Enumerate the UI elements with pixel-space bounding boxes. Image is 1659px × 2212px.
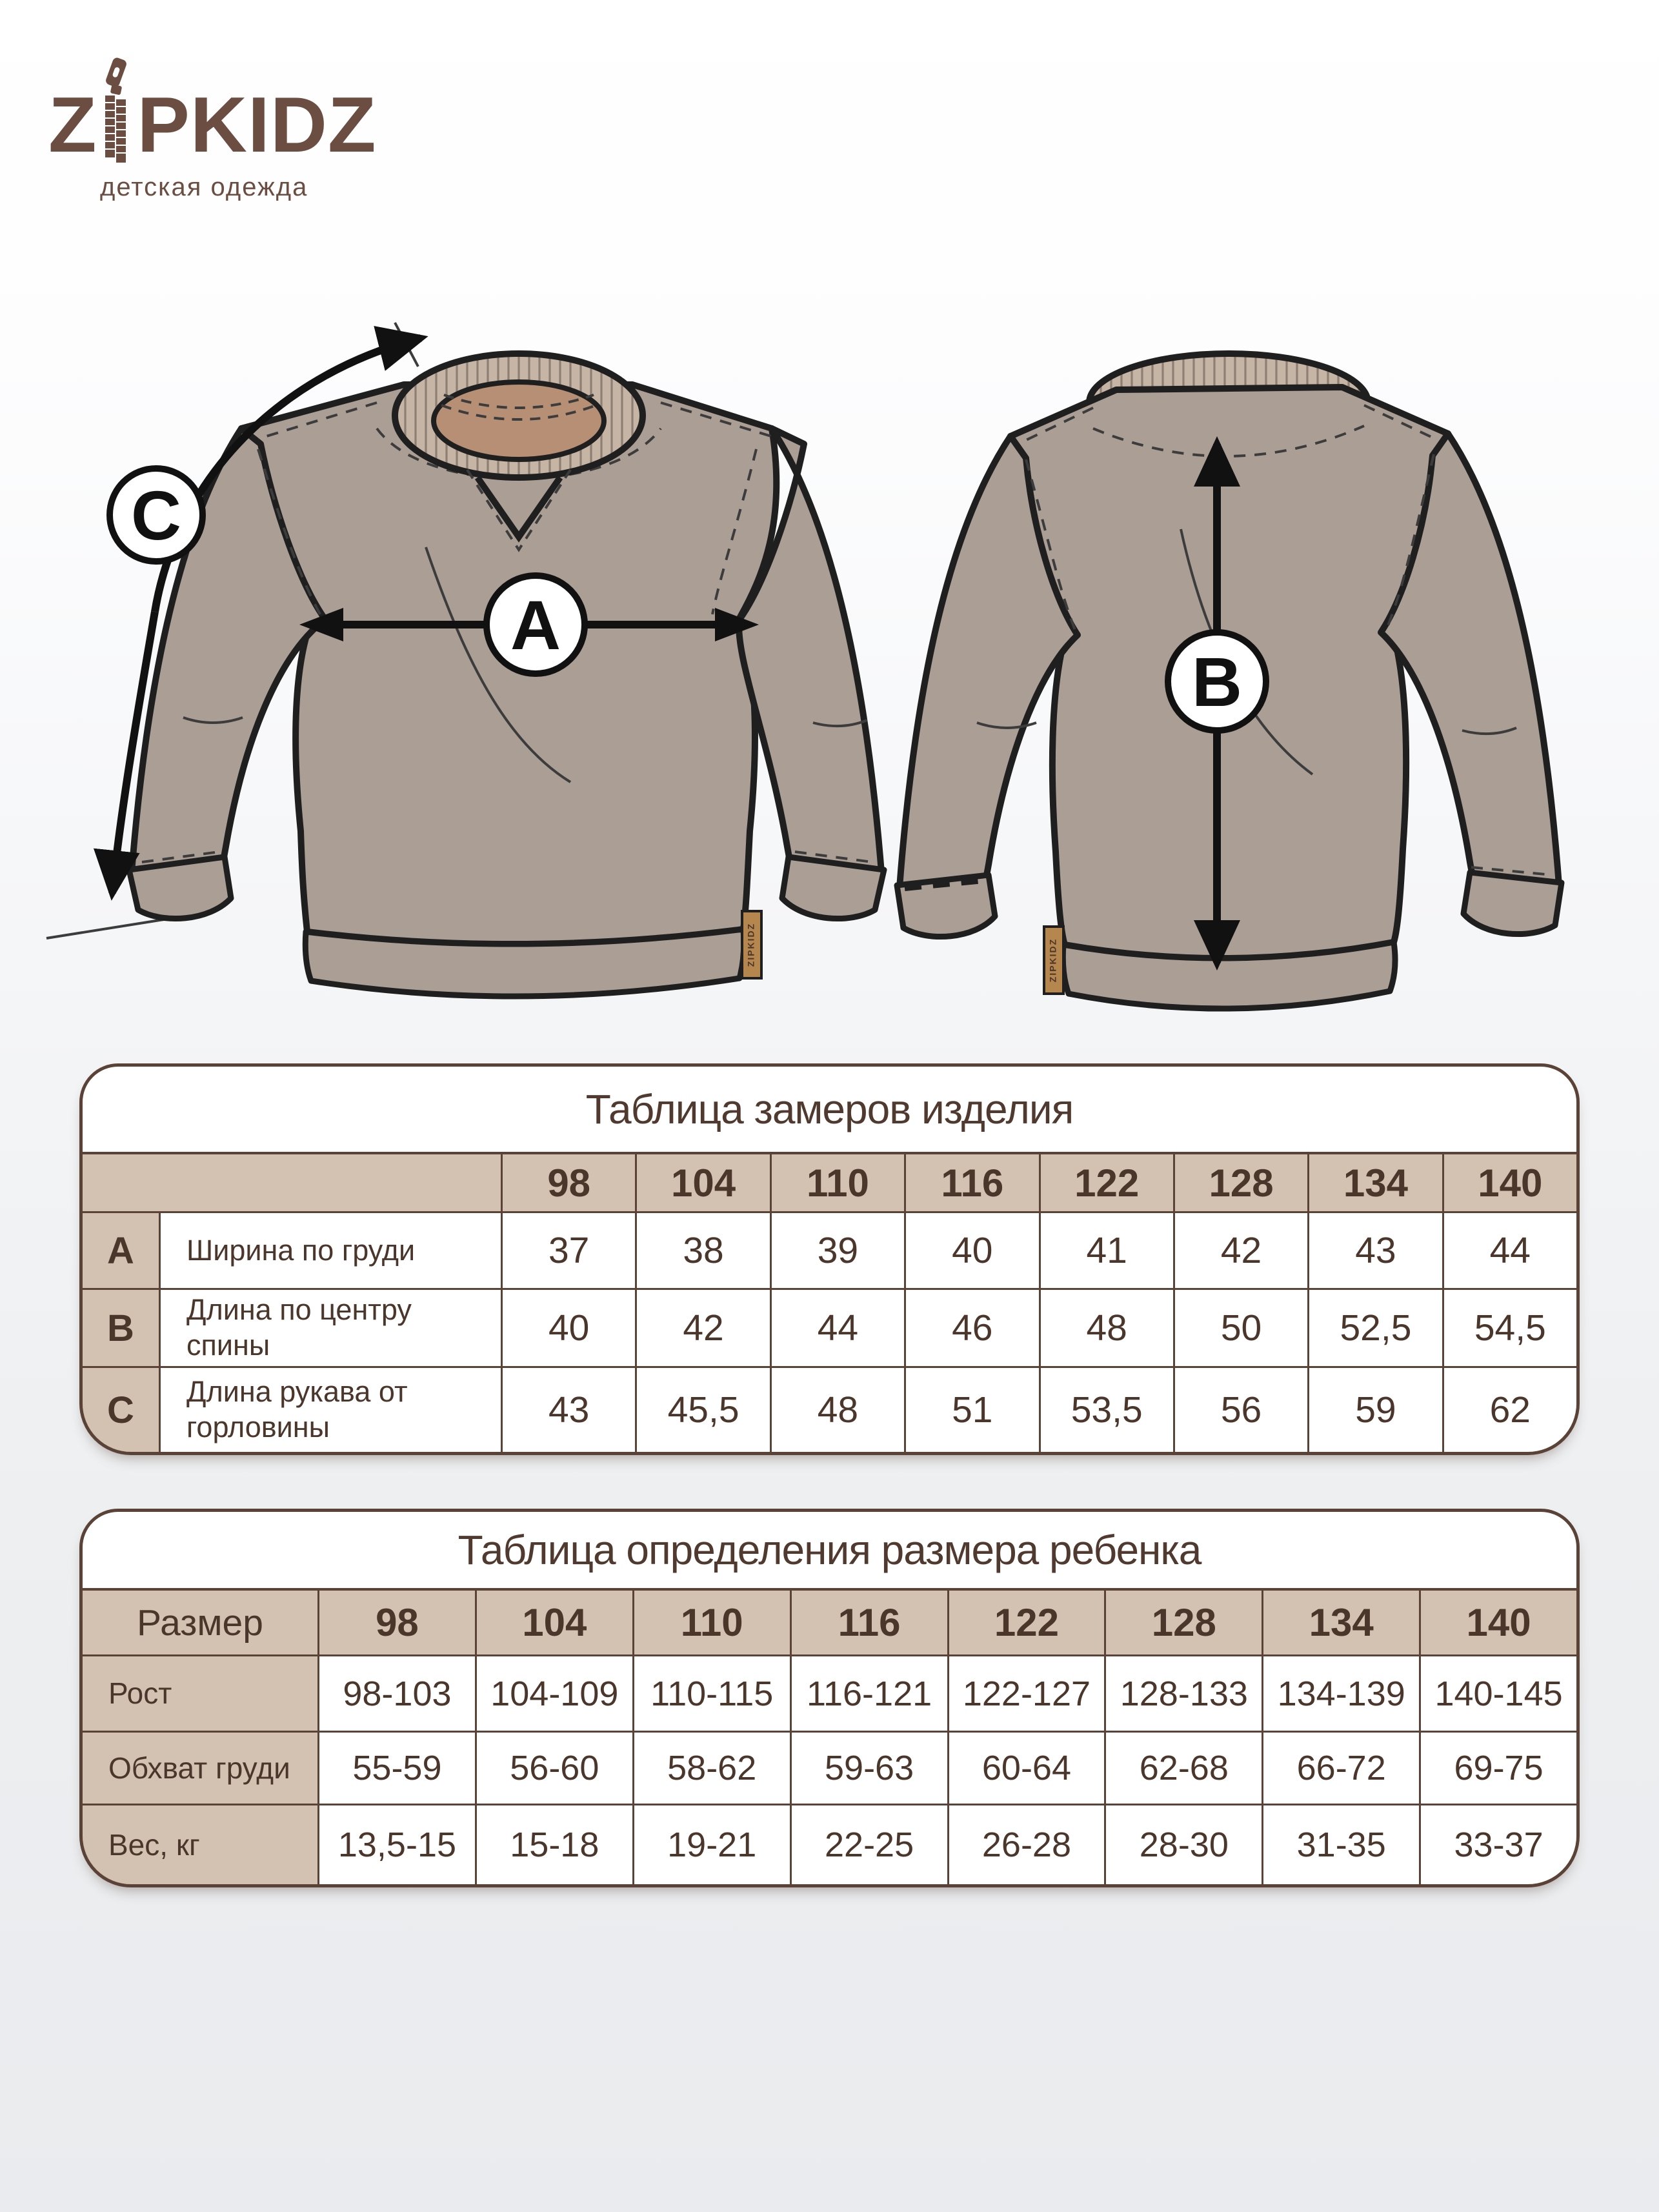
value-cell: 128-133 — [1106, 1656, 1262, 1731]
row-letter: C — [83, 1368, 159, 1452]
row-letter: A — [83, 1213, 159, 1288]
row-label — [161, 1213, 501, 1288]
value-cell: 15-18 — [477, 1805, 632, 1884]
value-cell: 140-145 — [1421, 1656, 1576, 1731]
size-header: 140 — [1421, 1591, 1576, 1654]
value-cell: 50 — [1175, 1290, 1307, 1366]
value-cell: 60-64 — [949, 1733, 1105, 1804]
row-letter: B — [83, 1290, 159, 1366]
value-cell: 28-30 — [1106, 1805, 1262, 1884]
value-cell: 38 — [637, 1213, 769, 1288]
value-cell: 58-62 — [634, 1733, 790, 1804]
row-label: Вес, кг — [83, 1805, 317, 1884]
value-cell: 53,5 — [1041, 1368, 1173, 1452]
sweatshirt-front-diagram — [39, 315, 890, 1044]
measurement-table-title: Таблица замеров изделия — [585, 1086, 1074, 1132]
zipper-icon — [100, 57, 134, 165]
value-cell: 42 — [637, 1290, 769, 1366]
value-cell: 54,5 — [1444, 1290, 1576, 1366]
corner-cell — [83, 1154, 501, 1211]
value-cell: 62 — [1444, 1368, 1576, 1452]
back-tag-text: ZIPKIDZ — [1047, 938, 1058, 983]
value-cell: 39 — [772, 1213, 904, 1288]
size-header: 122 — [949, 1591, 1105, 1654]
value-cell: 59-63 — [792, 1733, 947, 1804]
back-marker-letter: B — [1192, 643, 1242, 721]
logo-text-right: PKIDZ — [137, 81, 377, 168]
value-cell: 40 — [906, 1213, 1038, 1288]
value-cell: 41 — [1041, 1213, 1173, 1288]
value-cell: 42 — [1175, 1213, 1307, 1288]
child-size-card — [79, 1509, 1580, 1887]
value-cell: 98-103 — [319, 1656, 475, 1731]
size-header: 110 — [772, 1154, 904, 1211]
size-header: 104 — [637, 1154, 769, 1211]
size-header: 134 — [1309, 1154, 1442, 1211]
value-cell: 66-72 — [1263, 1733, 1419, 1804]
value-cell: 44 — [772, 1290, 904, 1366]
row-label-text: Ширина по груди — [186, 1233, 416, 1267]
size-table-title: Таблица определения размера ребенка — [457, 1527, 1202, 1573]
row-label-text: Длина рукава от горловины — [186, 1375, 408, 1443]
value-cell: 43 — [1309, 1213, 1442, 1288]
value-cell: 13,5-15 — [319, 1805, 475, 1884]
size-header: 104 — [477, 1591, 632, 1654]
sweatshirt-back-diagram — [858, 336, 1594, 1045]
value-cell: 19-21 — [634, 1805, 790, 1884]
size-header: 98 — [503, 1154, 635, 1211]
value-cell: 59 — [1309, 1368, 1442, 1452]
value-cell: 37 — [503, 1213, 635, 1288]
front-garment-tag — [742, 911, 761, 978]
value-cell: 51 — [906, 1368, 1038, 1452]
size-header-label: Размер — [83, 1591, 317, 1654]
brand-logo — [48, 57, 377, 202]
size-header: 98 — [319, 1591, 475, 1654]
sleeve-marker-letter: C — [131, 476, 181, 554]
back-garment-tag — [1044, 927, 1063, 994]
value-cell: 134-139 — [1263, 1656, 1419, 1731]
value-cell: 22-25 — [792, 1805, 947, 1884]
row-label — [161, 1290, 501, 1366]
sleeve-measure-bottom-tick — [46, 919, 168, 938]
size-table — [83, 1588, 1576, 1884]
row-label: Обхват груди — [83, 1733, 317, 1804]
value-cell: 26-28 — [949, 1805, 1105, 1884]
value-cell: 116-121 — [792, 1656, 947, 1731]
logo-text-left: Z — [48, 81, 97, 168]
value-cell: 62-68 — [1106, 1733, 1262, 1804]
row-label — [161, 1368, 501, 1452]
back-right-cuff — [1463, 872, 1562, 934]
value-cell: 48 — [1041, 1290, 1173, 1366]
front-left-cuff — [129, 857, 231, 919]
size-header: 128 — [1106, 1591, 1262, 1654]
front-tag-text: ZIPKIDZ — [745, 922, 756, 967]
size-header: 140 — [1444, 1154, 1576, 1211]
size-header: 116 — [792, 1591, 947, 1654]
value-cell: 31-35 — [1263, 1805, 1419, 1884]
row-label: Рост — [83, 1656, 317, 1731]
value-cell: 46 — [906, 1290, 1038, 1366]
value-cell: 40 — [503, 1290, 635, 1366]
value-cell: 33-37 — [1421, 1805, 1576, 1884]
chest-marker-letter: A — [510, 586, 561, 664]
product-measurements-card — [79, 1063, 1580, 1455]
size-header: 116 — [906, 1154, 1038, 1211]
measurement-table — [83, 1152, 1576, 1452]
value-cell: 43 — [503, 1368, 635, 1452]
value-cell: 44 — [1444, 1213, 1576, 1288]
row-label-text: Длина по центру спины — [186, 1293, 412, 1362]
value-cell: 56-60 — [477, 1733, 632, 1804]
value-cell: 110-115 — [634, 1656, 790, 1731]
value-cell: 48 — [772, 1368, 904, 1452]
size-header: 134 — [1263, 1591, 1419, 1654]
brand-logo-row — [48, 57, 377, 168]
size-header: 128 — [1175, 1154, 1307, 1211]
size-header: 110 — [634, 1591, 790, 1654]
value-cell: 56 — [1175, 1368, 1307, 1452]
value-cell: 69-75 — [1421, 1733, 1576, 1804]
value-cell: 55-59 — [319, 1733, 475, 1804]
value-cell: 122-127 — [949, 1656, 1105, 1731]
value-cell: 45,5 — [637, 1368, 769, 1452]
value-cell: 104-109 — [477, 1656, 632, 1731]
brand-tagline: детская одежда — [100, 173, 308, 201]
value-cell: 52,5 — [1309, 1290, 1442, 1366]
size-header: 122 — [1041, 1154, 1173, 1211]
